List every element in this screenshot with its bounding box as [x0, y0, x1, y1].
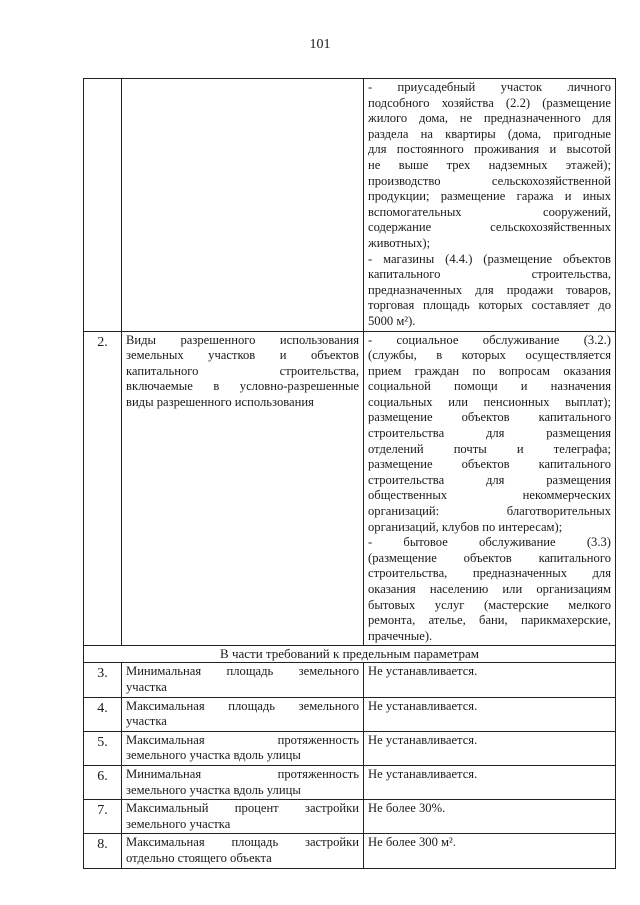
value-line: производство сельскохозяйственной	[368, 173, 611, 188]
value-line: не выше трех надземных этажей);	[368, 157, 611, 172]
description-line: включаемые в условно-разрешенные	[126, 379, 359, 394]
row-number: 6.	[84, 765, 122, 799]
value-line: оказания населению или организациям	[368, 582, 611, 596]
value-line: продукции; размещение гаража и иных	[368, 189, 611, 204]
value-line: подсобного хозяйства (2.2) (размещение	[368, 95, 611, 110]
row-description	[122, 663, 364, 697]
description-line: Минимальная площадь земельного	[126, 664, 359, 679]
row-number	[84, 79, 122, 332]
table-row	[84, 765, 616, 799]
value-line: - магазины (4.4.) (размещение объектов	[368, 251, 611, 266]
value-line: - бытовое обслуживание (3.3)	[368, 535, 611, 550]
section-header: В части требований к предельным параметрам	[84, 646, 616, 663]
description-line: земельного участка вдоль улицы	[126, 748, 301, 763]
row-value	[364, 79, 616, 332]
value-line: отделений почты и телеграфа;	[368, 441, 611, 456]
table-row	[84, 663, 616, 697]
description-line: виды разрешенного использования	[126, 394, 314, 409]
value-line: общественных некоммерческих	[368, 488, 611, 503]
value-line: для постоянного проживания и высотой	[368, 142, 611, 157]
value-line: - социальное обслуживание (3.2.)	[368, 332, 611, 347]
value-line: прачечные).	[368, 628, 433, 643]
regulation-table	[83, 78, 616, 869]
row-number: 2.	[84, 331, 122, 646]
description-line: Максимальный процент застройки	[126, 801, 359, 816]
row-value: Не устанавливается.	[364, 663, 616, 697]
row-description	[122, 800, 364, 834]
value-line: животных);	[368, 235, 431, 250]
table-row	[84, 697, 616, 731]
table-row	[84, 731, 616, 765]
value-line: организаций: благотворительных	[368, 504, 611, 519]
description-line: капитального строительства,	[126, 363, 359, 378]
row-value: Не более 30%.	[364, 800, 616, 834]
value-line: организаций, клубов по интересам);	[368, 519, 563, 534]
value-line: строительства, предназначенных для	[368, 566, 611, 581]
description-line: земельных участков и объектов	[126, 348, 359, 363]
value-line: - приусадебный участок личного	[368, 80, 611, 94]
table-row	[84, 79, 616, 332]
row-description	[122, 697, 364, 731]
row-number: 8.	[84, 834, 122, 868]
table-row	[84, 800, 616, 834]
value-line: (размещение объектов капитального	[368, 550, 611, 565]
value-line: ремонта, ателье, бани, парикмахерские,	[368, 613, 611, 628]
section-header-row	[84, 646, 616, 663]
value-line: (службы, в которых осуществляется	[368, 348, 611, 363]
page-number: 101	[309, 37, 331, 52]
row-value: Не устанавливается.	[364, 765, 616, 799]
description-line: участка	[126, 679, 167, 694]
row-description	[122, 331, 364, 646]
value-line: строительства для размещения	[368, 472, 611, 487]
row-number: 3.	[84, 663, 122, 697]
description-line: Минимальная протяженность	[126, 766, 359, 781]
value-line: содержание сельскохозяйственных	[368, 220, 611, 235]
description-line: отдельно стоящего объекта	[126, 850, 272, 865]
description-line: Виды разрешенного использования	[126, 332, 359, 347]
description-line: Максимальная площадь застройки	[126, 835, 359, 850]
value-line: прием граждан по вопросам оказания	[368, 363, 611, 378]
row-value: Не более 300 м².	[364, 834, 616, 868]
row-description	[122, 731, 364, 765]
row-value	[364, 331, 616, 646]
row-number: 4.	[84, 697, 122, 731]
table-row	[84, 331, 616, 646]
value-line: социальной помощи и назначения	[368, 379, 611, 394]
value-line: размещение объектов капитального	[368, 410, 611, 425]
value-line: 5000 м²).	[368, 313, 416, 328]
description-line: участка	[126, 714, 167, 729]
value-line: раздела на квартиры (дома, пригодные	[368, 126, 611, 141]
value-line: социальных или пенсионных выплат);	[368, 394, 611, 409]
description-line: Максимальная площадь земельного	[126, 698, 359, 713]
row-value: Не устанавливается.	[364, 731, 616, 765]
value-line: размещение объектов капитального	[368, 457, 611, 472]
value-line: предназначенных для продажи товаров,	[368, 282, 611, 297]
row-description	[122, 765, 364, 799]
value-line: торговая площадь которых составляет до	[368, 298, 611, 313]
value-line: строительства для размещения	[368, 426, 611, 441]
value-line: жилого дома, не предназначенного для	[368, 111, 611, 126]
row-number: 7.	[84, 800, 122, 834]
value-line: капитального строительства,	[368, 267, 611, 282]
row-value: Не устанавливается.	[364, 697, 616, 731]
value-line: вспомогательных сооружений,	[368, 204, 611, 219]
row-number: 5.	[84, 731, 122, 765]
row-description	[122, 834, 364, 868]
description-line: Максимальная протяженность	[126, 732, 359, 747]
description-line: земельного участка вдоль улицы	[126, 782, 301, 797]
row-description	[122, 79, 364, 332]
value-line: бытовых услуг (мастерские мелкого	[368, 597, 611, 612]
description-line: земельного участка	[126, 816, 231, 831]
table-row	[84, 834, 616, 868]
